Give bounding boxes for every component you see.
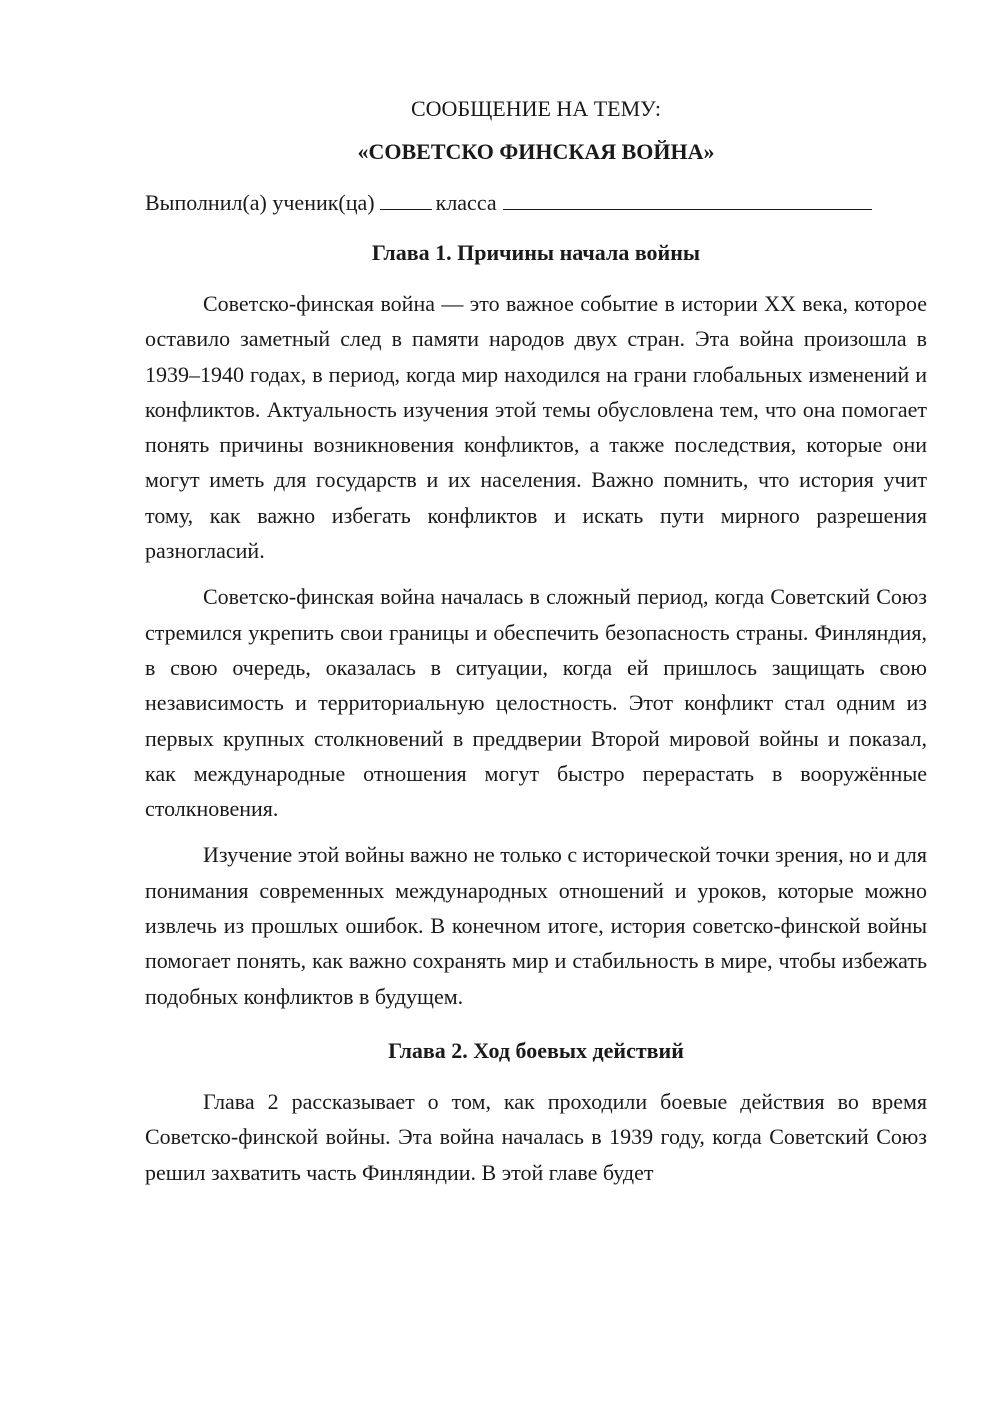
chapter-2-paragraph-1: Глава 2 рассказывает о том, как проходили боевые действия во время Советско-финской войны. Эта война началась в 1939 году, когда Советский Союз решил захватить часть Финляндии. В этой главе будет <box>145 1088 927 1185</box>
class-label: класса <box>435 190 497 215</box>
author-label: Выполнил(а) ученик(ца) <box>145 190 375 215</box>
chapter-1-heading: Глава 1. Причины начала войны <box>371 240 701 265</box>
chapter-2-heading: Глава 2. Ход боевых действий <box>388 1037 684 1063</box>
grade-blank <box>380 187 432 210</box>
document-page <box>145 92 927 1190</box>
author-line <box>145 186 927 220</box>
chapter-1-paragraph-1: Советско-финская война — это важное событие в истории XX века, которое оставило заметный след в памяти народов двух стран. Эта война произошла в 1939–1940 годах, в период, когда мир находился на грани глобальных изменений и конфликтов. Актуальность изучения этой темы обусловлена тем, что она помогает понять причины возникновения конфликтов, а также последствия, которые они могут иметь для государств и их населения. Важно помнить, что история учит тому, как важно избегать конфликтов и искать пути мирного разрешения разногласий. <box>145 291 927 564</box>
name-blank <box>503 187 872 210</box>
document-subtitle: «СОВЕТСКО ФИНСКАЯ ВОЙНА» <box>357 139 715 164</box>
chapter-1-paragraph-3: Изучение этой войны важно не только с исторической точки зрения, но и для понимания современных международных отношений и уроков, которые можно извлечь из прошлых ошибок. В конечном итоге, история советско-финской войны помогает понять, как важно сохранять мир и стабильность в мире, чтобы избежать подобных конфликтов в будущем. <box>145 842 927 1009</box>
document-title: СООБЩЕНИЕ НА ТЕМУ: <box>411 96 661 121</box>
chapter-1-paragraph-2: Советско-финская война началась в сложный период, когда Советский Союз стремился укрепить свои границы и обеспечить безопасность страны. Финляндия, в свою очередь, оказалась в ситуации, когда ей пришлось защищать свою независимость и территориальную целостность. Этот конфликт стал одним из первых крупных столкновений в преддверии Второй мировой войны и показал, как международные отношения могут быстро перерастать в вооружённые столкновения. <box>145 584 927 822</box>
